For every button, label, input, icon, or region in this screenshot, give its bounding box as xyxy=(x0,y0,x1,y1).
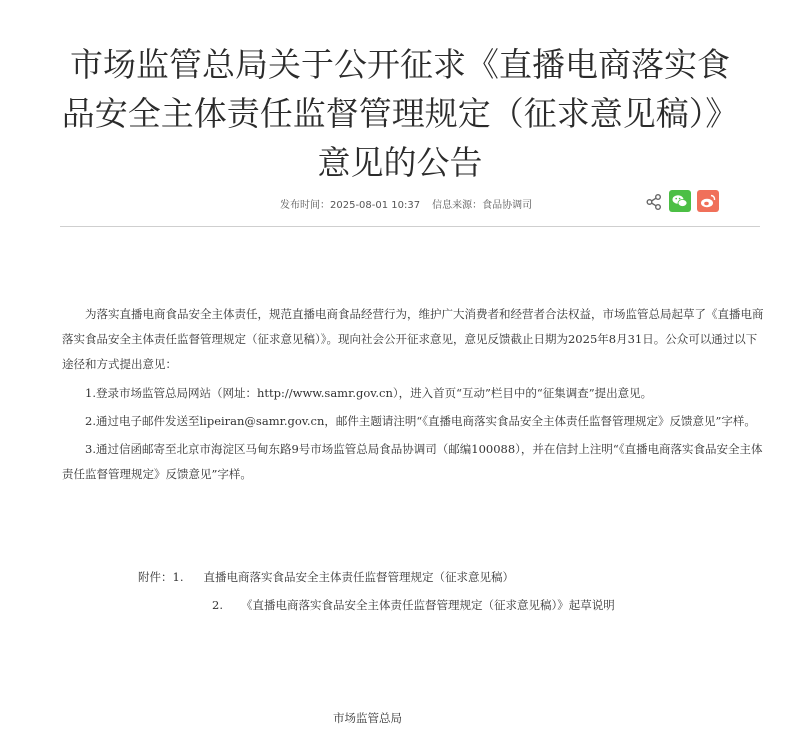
attachment-link[interactable]: 《直播电商落实食品安全主体责任监督管理规定（征求意见稿）》起草说明 xyxy=(240,598,615,612)
weibo-glyph xyxy=(697,190,719,212)
attachment-item-2 xyxy=(212,596,615,614)
method-paragraph-3: 3.通过信函邮寄至北京市海淀区马甸东路9号市场监管总局食品协调司（邮编100088），并在信封上注明“《直播电商落实食品安全主体责任监督管理规定》反馈意见”字样。 xyxy=(62,442,763,482)
attachment-number: 1. xyxy=(172,570,184,584)
weibo-icon[interactable] xyxy=(697,190,719,212)
attachment-number: 2. xyxy=(212,598,223,612)
method-paragraph-2: 2.通过电子邮件发送至lipeiran@samr.gov.cn，邮件主题请注明“《直播电商落实食品安全主体责任监督管理规定》反馈意见”字样。 xyxy=(85,413,756,428)
title-divider xyxy=(60,226,760,227)
wechat-icon[interactable] xyxy=(669,190,691,212)
attachment-item-1 xyxy=(138,568,514,586)
article-title: 市场监管总局关于公开征求《直播电商落实食品安全主体责任监督管理规定（征求意见稿）》意见的公告 xyxy=(61,45,739,182)
info-source: 信息来源：食品协调司 xyxy=(432,200,533,211)
share-icon[interactable] xyxy=(645,193,663,211)
attachments-label: 附件： xyxy=(138,570,173,584)
article-meta xyxy=(280,196,532,211)
attachment-link[interactable]: 直播电商落实食品安全主体责任监督管理规定（征求意见稿） xyxy=(203,570,514,584)
publish-time: 发布时间：2025-08-01 10:37 xyxy=(280,200,421,211)
wechat-glyph xyxy=(669,190,691,212)
article-body xyxy=(62,302,766,490)
signature: 市场监管总局 xyxy=(333,711,402,725)
method-paragraph-1: 1.登录市场监管总局网站（网址：http://www.samr.gov.cn），进入首页“互动”栏目中的“征集调查”提出意见。 xyxy=(85,385,653,400)
intro-paragraph: 为落实直播电商食品安全主体责任，规范直播电商食品经营行为，维护广大消费者和经营者合法权益，市场监管总局起草了《直播电商落实食品安全主体责任监督管理规定（征求意见稿）》。现向社会公开征求意见，意见反馈截止日期为2025年8月31日。公众可以通过以下途径和方式提出意见： xyxy=(62,307,764,372)
